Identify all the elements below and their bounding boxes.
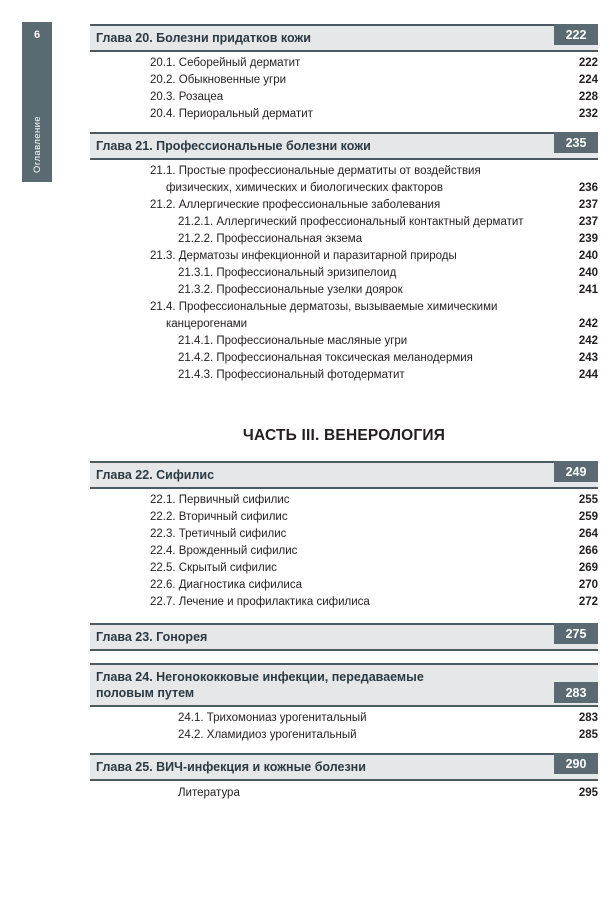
toc-entry[interactable] [90,577,598,594]
chapter-block [90,132,598,160]
toc-entry-page: 232 [578,108,598,120]
toc-entry-label: 22.4. Врожденный сифилис [150,545,298,557]
toc-entry-label: 20.3. Розацеа [150,91,224,103]
toc-entry-label: 21.3. Дерматозы инфекционной и паразитарной природы [150,250,457,262]
toc-entry[interactable] [90,55,598,72]
toc-entry[interactable] [90,299,598,333]
chapter-block [90,623,598,651]
toc-entry[interactable] [90,526,598,543]
toc-entry-page: 283 [578,712,598,724]
toc-entry-page: 240 [578,250,598,262]
toc-entry-page: 270 [578,579,598,591]
toc-entry-label: 22.7. Лечение и профилактика сифилиса [150,596,370,608]
chapter-page-number: 235 [554,132,598,153]
toc-entry-page: 228 [578,91,598,103]
toc-entry[interactable] [90,560,598,577]
chapter-page-number: 249 [554,461,598,482]
chapter-block [90,753,598,781]
chapter-title: Глава 21. Профессиональные болезни кожи [96,139,371,153]
toc-entry-label: 22.1. Первичный сифилис [150,494,290,506]
toc-entry-label: 21.2.1. Аллергический профессиональный контактный дерматит [178,216,524,228]
toc-entry-page: 255 [578,494,598,506]
chapter-header[interactable] [90,623,598,651]
toc-entry-label: 21.4.2. Профессиональная токсическая меланодермия [178,352,473,364]
chapter-header[interactable] [90,24,598,52]
toc-entry[interactable] [90,384,598,401]
toc-entry-label: 22.3. Третичный сифилис [150,528,287,540]
chapter-title: Глава 25. ВИЧ-инфекция и кожные болезни [96,760,366,774]
toc-entry-label: 22.5. Скрытый сифилис [150,562,277,574]
toc-entry-page: 237 [578,199,598,211]
toc-entry-page: 285 [578,729,598,741]
toc-entry[interactable] [90,350,598,367]
page-margin-tab [22,22,52,182]
toc-entry-page: 295 [578,787,598,799]
toc-entry[interactable] [90,163,598,197]
chapter-block [90,461,598,489]
chapter-page-number: 283 [554,682,598,703]
toc-entry[interactable] [90,543,598,560]
chapter-title: Глава 20. Болезни придатков кожи [96,31,311,45]
chapter-block [90,24,598,52]
toc-entry[interactable] [90,333,598,350]
toc-entry-page: 242 [578,335,598,347]
toc-entry-page: 266 [578,545,598,557]
toc-entry-page: 236 [578,182,598,194]
toc-entry-label: 21.2.2. Профессиональная экзема [178,233,363,245]
toc-entry[interactable] [90,492,598,509]
toc-entry[interactable] [90,710,598,727]
part-title: ЧАСТЬ III. ВЕНЕРОЛОГИЯ [242,427,446,444]
page-number: 6 [33,29,41,41]
toc-entry-page: 259 [578,511,598,523]
toc-entry-page: 272 [578,596,598,608]
toc-entry-page: 239 [578,233,598,245]
toc-entry[interactable] [90,282,598,299]
toc-entry[interactable] [90,367,598,384]
toc-entry[interactable] [90,197,598,214]
toc-entry[interactable] [90,265,598,282]
chapter-title: Глава 22. Сифилис [96,468,215,482]
toc-entry-page: 241 [578,284,598,296]
toc-entry-page: 243 [578,352,598,364]
toc-entry[interactable] [90,594,598,611]
chapter-header[interactable] [90,461,598,489]
toc-entry-page: 240 [578,267,598,279]
toc-content [90,24,598,802]
toc-entry[interactable] [90,106,598,123]
toc-entry[interactable] [90,509,598,526]
toc-entry-label: 24.2. Хламидиоз урогенитальный [178,729,357,741]
toc-entry-page: 242 [578,318,598,330]
toc-entry[interactable] [90,89,598,106]
toc-entry-label: Литература [178,787,240,799]
toc-entry[interactable] [90,214,598,231]
toc-entry[interactable] [90,727,598,744]
toc-entry-label: 21.2. Аллергические профессиональные заболевания [150,199,441,211]
toc-entry-label: 21.4.1. Профессиональные масляные угри [178,335,408,347]
chapter-page-number: 275 [554,623,598,644]
toc-entry-label: 20.2. Обыкновенные угри [150,74,287,86]
toc-entry-label: 21.4.3. Профессиональный фотодерматит [178,369,405,381]
toc-entry-page: 222 [578,57,598,69]
toc-entry-label: 22.2. Вторичный сифилис [150,511,288,523]
toc-entry[interactable] [90,248,598,265]
chapter-header[interactable] [90,753,598,781]
toc-entry[interactable] [90,72,598,89]
toc-entry-page: 224 [578,74,598,86]
section-side-label: Оглавление [31,116,43,173]
chapter-page-number: 222 [554,24,598,45]
toc-entry-label: 21.4. Профессиональные дерматозы, вызываемые химическими канцерогенами [150,301,498,330]
toc-entry[interactable] [90,231,598,248]
toc-entry-page: 244 [578,369,598,381]
toc-entry-label: 21.1. Простые профессиональные дерматиты от воздействия физических, химических и биологических факторов [150,165,481,194]
toc-entry-label: 24.1. Трихомониаз урогенитальный [178,712,367,724]
toc-entry-page: 269 [578,562,598,574]
toc-entry-label: 20.4. Периоральный дерматит [150,108,313,120]
toc-entry-label: 20.1. Себорейный дерматит [150,57,301,69]
chapter-header[interactable] [90,132,598,160]
toc-entry-label: 21.3.2. Профессиональные узелки доярок [178,284,403,296]
toc-entry-literature[interactable] [90,784,598,802]
chapter-header[interactable] [90,663,598,707]
chapter-block [90,663,598,707]
toc-entry-page: 264 [578,528,598,540]
chapter-page-number: 290 [554,753,598,774]
chapter-title: Глава 24. Негонококковые инфекции, передаваемые половым путем [96,670,424,700]
toc-entry-page: 237 [578,216,598,228]
toc-entry-label: 21.3.1. Профессиональный эризипелоид [178,267,397,279]
chapter-title: Глава 23. Гонорея [96,630,208,644]
toc-entry-label: 22.6. Диагностика сифилиса [150,579,302,591]
